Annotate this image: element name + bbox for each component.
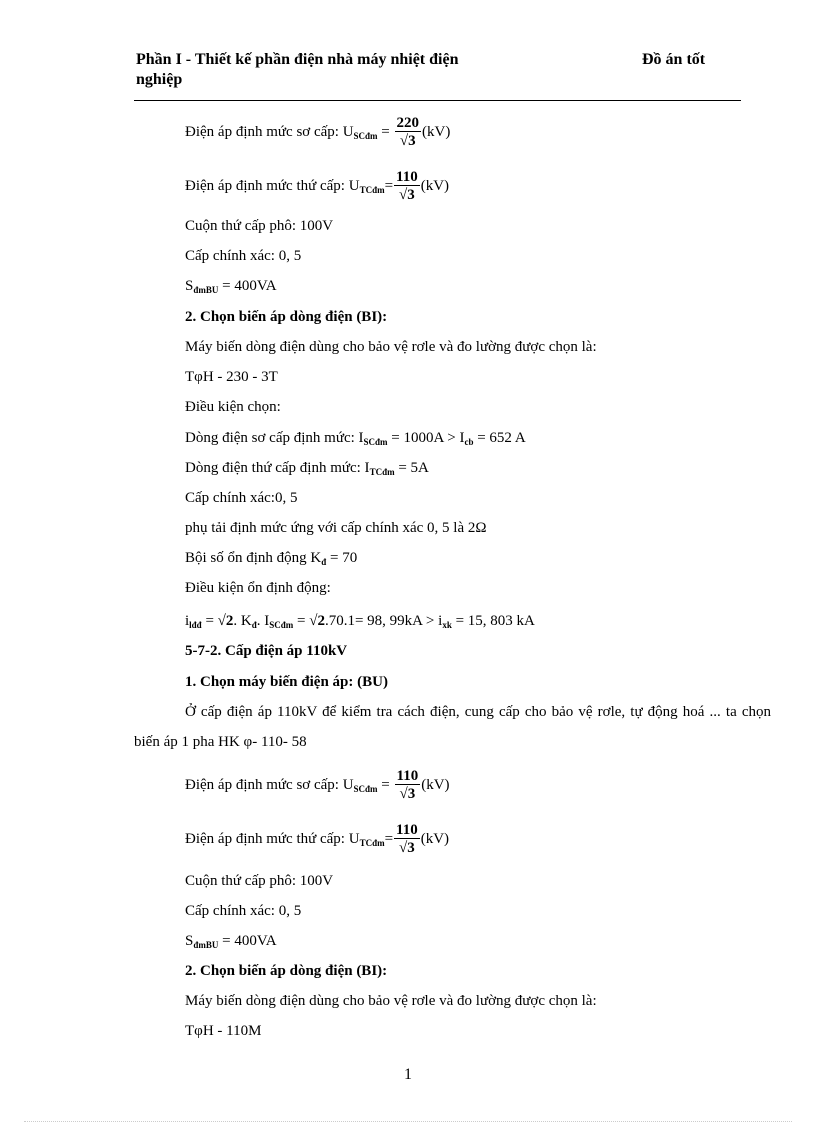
voltage-fraction: $\frac{110}{√3}$ bbox=[396, 822, 418, 856]
bi-heading-110: 2. Chọn biến áp dòng điện (BI): bbox=[185, 963, 388, 979]
primary-current-line: Dòng điện sơ cấp định mức: $I_{SCđm} = 1000A > I_{cb} = 652$ A bbox=[185, 430, 526, 447]
bi-type: TφH - 230 - 3T bbox=[185, 369, 278, 385]
primary-voltage-line-110: Điện áp định mức sơ cấp: $U_{SCđm}$ = $\frac{110}{√3}$ (kV) bbox=[185, 768, 450, 802]
voltage-fraction: $\frac{110}{√3}$ bbox=[396, 169, 418, 203]
power-line: $S_{đmBU} = 400VA$ bbox=[185, 278, 277, 295]
kd-line: Bội số ổn định động $K_đ = 70$ bbox=[185, 550, 358, 567]
voltage-fraction: $\frac{110}{√3}$ bbox=[396, 768, 419, 802]
accuracy-line-110: Cấp chính xác: 0, 5 bbox=[185, 903, 302, 919]
header-title: Phần I - Thiết kế phần điện nhà máy nhiệt điện nghiệp bbox=[136, 51, 459, 88]
bi-intro-110: Máy biến dòng điện dùng cho bảo vệ rơle và đo lường được chọn là: bbox=[185, 993, 597, 1009]
page-bottom-border bbox=[24, 1121, 792, 1122]
coil-line: Cuộn thứ cấp phô: 100V bbox=[185, 218, 334, 234]
power-line-110: $S_{đmBU} = 400VA$ bbox=[185, 933, 277, 950]
load-line: phụ tải định mức ứng với cấp chính xác 0, 5 là 2Ω bbox=[185, 520, 487, 536]
accuracy-line: Cấp chính xác: 0, 5 bbox=[185, 248, 302, 264]
voltage-fraction: $\frac{220}{√3}$ bbox=[396, 115, 420, 149]
bi-type-110: TφH - 110M bbox=[185, 1023, 262, 1039]
page-header bbox=[136, 50, 736, 90]
sqrt-symbol: √2 bbox=[309, 613, 325, 629]
header-right-title: Đồ án tốt bbox=[642, 51, 706, 68]
bi-intro: Máy biến dòng điện dùng cho bảo vệ rơle và đo lường được chọn là: bbox=[185, 339, 597, 355]
page-number: 1 bbox=[404, 1066, 412, 1083]
bu-paragraph: Ở cấp điện áp 110kV để kiểm tra cách điện, cung cấp cho bảo vệ rơle, tự động hoá ... ta chọn biến áp 1 pha HK φ- 110- 58 bbox=[134, 704, 771, 750]
bu-heading: 1. Chọn máy biến điện áp: (BU) bbox=[185, 674, 388, 690]
primary-voltage-line: Điện áp định mức sơ cấp: $U_{SCđm}$ = $\frac{220}{√3}$ (kV) bbox=[185, 115, 451, 149]
sqrt-symbol: √2 bbox=[217, 613, 234, 629]
dynamic-stability-formula: $i_{lđđ} = √2$. $K_đ$. $I_{SCđm} = √2.70.1= 98$, $99kA > i_{xk} = 15$, 803 kA bbox=[185, 613, 535, 630]
accuracy-line-2: Cấp chính xác:0, 5 bbox=[185, 490, 298, 506]
dynamic-condition-heading: Điều kiện ổn định động: bbox=[185, 580, 331, 596]
header-divider bbox=[134, 100, 741, 101]
secondary-current-line: Dòng điện thứ cấp định mức: $I_{TCđm} = 5A$ bbox=[185, 460, 429, 477]
condition-heading: Điều kiện chọn: bbox=[185, 399, 281, 415]
secondary-voltage-line-110: Điện áp định mức thứ cấp: $U_{TCđm}=$ $\frac{110}{√3}$ (kV) bbox=[185, 822, 450, 856]
coil-line-110: Cuộn thứ cấp phô: 100V bbox=[185, 873, 334, 889]
section-110-heading: 5-7-2. Cấp điện áp 110kV bbox=[185, 643, 348, 659]
secondary-voltage-line: Điện áp định mức thứ cấp: $U_{TCđm}=$ $\frac{110}{√3}$ (kV) bbox=[185, 169, 450, 203]
bi-heading: 2. Chọn biến áp dòng điện (BI): bbox=[185, 309, 388, 325]
